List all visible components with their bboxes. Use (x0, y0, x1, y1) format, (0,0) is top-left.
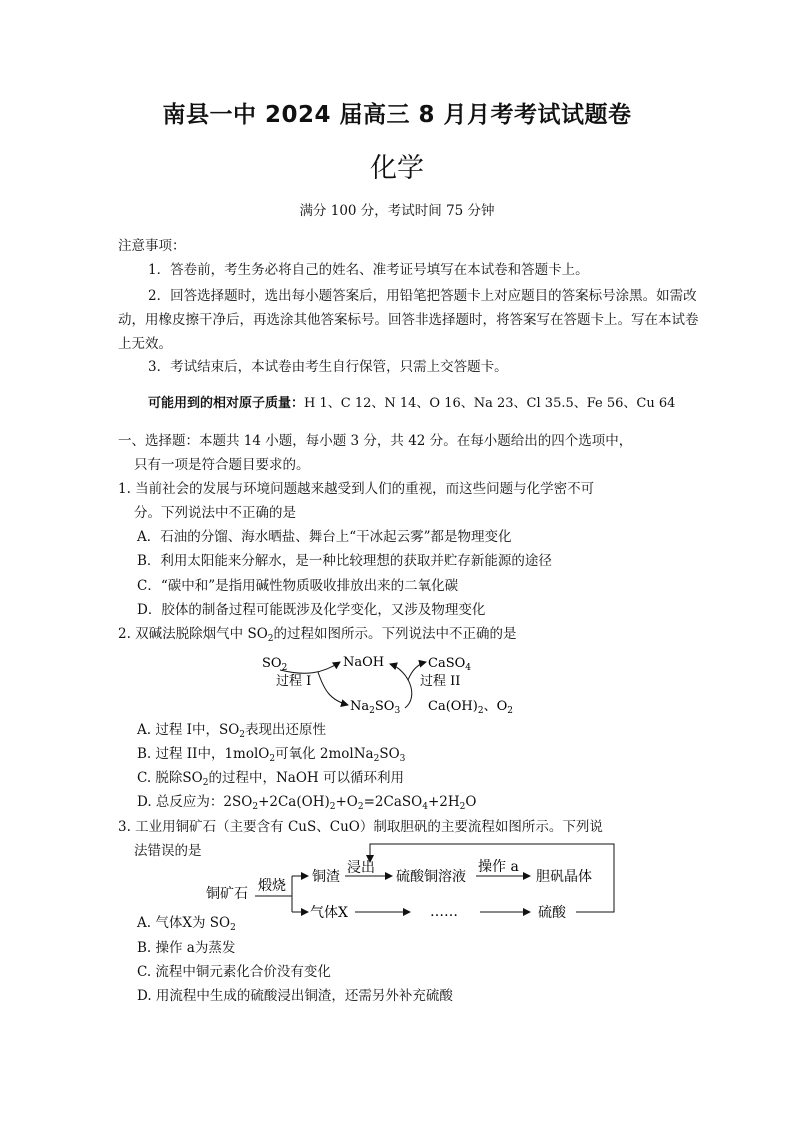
acid-label: 硫酸 (538, 905, 566, 920)
gas-x-label: 气体X (310, 905, 348, 920)
note-item-1: 1．答卷前，考生务必将自己的姓名、准考证号填写在本试卷和答题卡上。 (148, 262, 589, 278)
q1-option-d: D．胶体的制备过程可能既涉及化学变化，又涉及物理变化 (137, 602, 486, 618)
exam-title: 南县一中 2024 届高三 8 月月考考试试题卷 (162, 102, 632, 128)
process-2-label: 过程 II (420, 674, 461, 689)
q3-stem-line1: 3. 工业用铜矿石（主要含有 CuS、CuO）制取胆矾的主要流程如图所示。下列说 (118, 819, 603, 835)
q2-option-a: A. 过程 I中，$SO_2$表现出还原性 (137, 722, 327, 740)
dots-label: …… (430, 904, 458, 920)
process-1-label: 过程 I (276, 674, 312, 689)
notes-heading: 注意事项： (118, 238, 186, 254)
q1-option-b: B．利用太阳能来分解水，是一种比较理想的获取并贮存新能源的途径 (137, 553, 552, 569)
so2-label: $SO_2$ (262, 656, 288, 673)
calcine-label: 煅烧 (258, 878, 286, 894)
score-info: 满分 100 分，考试时间 75 分钟 (299, 203, 495, 219)
note-item-3: 3．考试结束后，本试卷由考生自行保管，只需上交答题卡。 (148, 359, 508, 375)
q3-flow-diagram (200, 840, 620, 920)
q2-cycle-diagram (250, 650, 550, 720)
ore-label: 铜矿石 (206, 886, 248, 902)
section-heading-line1: 一、选择题：本题共 14 小题，每小题 3 分，共 42 分。在每小题给出的四个选项中， (118, 433, 633, 449)
arrow-so2-naoh (280, 662, 340, 673)
subject-title: 化学 (370, 153, 424, 184)
q3-option-b: B. 操作 a为蒸发 (137, 940, 236, 956)
crystal-label: 胆矾晶体 (536, 869, 592, 885)
q1-stem-line1: 1. 当前社会的发展与环境问题越来越受到人们的重视，而这些问题与化学密不可 (118, 481, 595, 497)
q3-stem-line2: 法错误的是 (134, 843, 202, 859)
slag-label: 铜渣 (312, 869, 340, 885)
atomic-mass-values: H 1、C 12、N 14、O 16、Na 23、Cl 35.5、Fe 56、Cu 64 (304, 396, 676, 411)
solution-label: 硫酸铜溶液 (396, 869, 466, 885)
arrow-to-na2so3 (318, 672, 348, 705)
q1-option-c: C．“碳中和”是指用碱性物质吸收排放出来的二氧化碳 (137, 578, 459, 594)
leach-label: 浸出 (347, 860, 375, 876)
q3-option-d: D. 用流程中生成的硫酸浸出铜渣，还需另外补充硫酸 (137, 988, 453, 1004)
atomic-mass-line (148, 394, 675, 414)
q1-option-a: A．石油的分馏、海水晒盐、舞台上“干冰起云雾”都是物理变化 (137, 529, 512, 545)
atomic-mass-label: 可能用到的相对原子质量： (148, 396, 305, 411)
section-heading-line2: 只有一项是符合题目要求的。 (134, 457, 310, 473)
caoh2-o2-label: $Ca(OH)_2$、$O_2$ (428, 699, 513, 716)
q2-option-d: D. 总反应为：$2SO_2+2Ca(OH)_2+O_2=2CaSO_4+2H_2O$ (137, 794, 477, 812)
operation-a-label: 操作 a (478, 859, 519, 875)
q2-stem: 2. 双碱法脱除烟气中 $SO_2$的过程如图所示。下列说法中不正确的是 (118, 626, 517, 644)
caso4-label: CaSO$_4$ (428, 656, 471, 673)
q1-stem-line2: 分。下列说法中不正确的是 (134, 505, 296, 521)
na2so3-label: $Na_2SO_3$ (350, 699, 401, 716)
q3-option-a: A. 气体X为 $SO_2$ (137, 915, 236, 933)
q2-option-c: C. 脱除$SO_2$的过程中，NaOH 可以循环利用 (137, 770, 404, 788)
q3-option-c: C. 流程中铜元素化合价没有变化 (137, 964, 331, 980)
note-item-2: 2．回答选择题时，选出每小题答案后，用铅笔把答题卡上对应题目的答案标号涂黑。如需改动，用橡皮擦干净后，再选涂其他答案标号。回答非选择题时，将答案写在答题卡上。写在本试卷上无效。 (118, 288, 699, 352)
q2-option-b: B. 过程 II中，1molO$_2$可氧化 $2molNa_2SO_3$ (137, 746, 406, 764)
naoh-label: NaOH (343, 655, 385, 670)
